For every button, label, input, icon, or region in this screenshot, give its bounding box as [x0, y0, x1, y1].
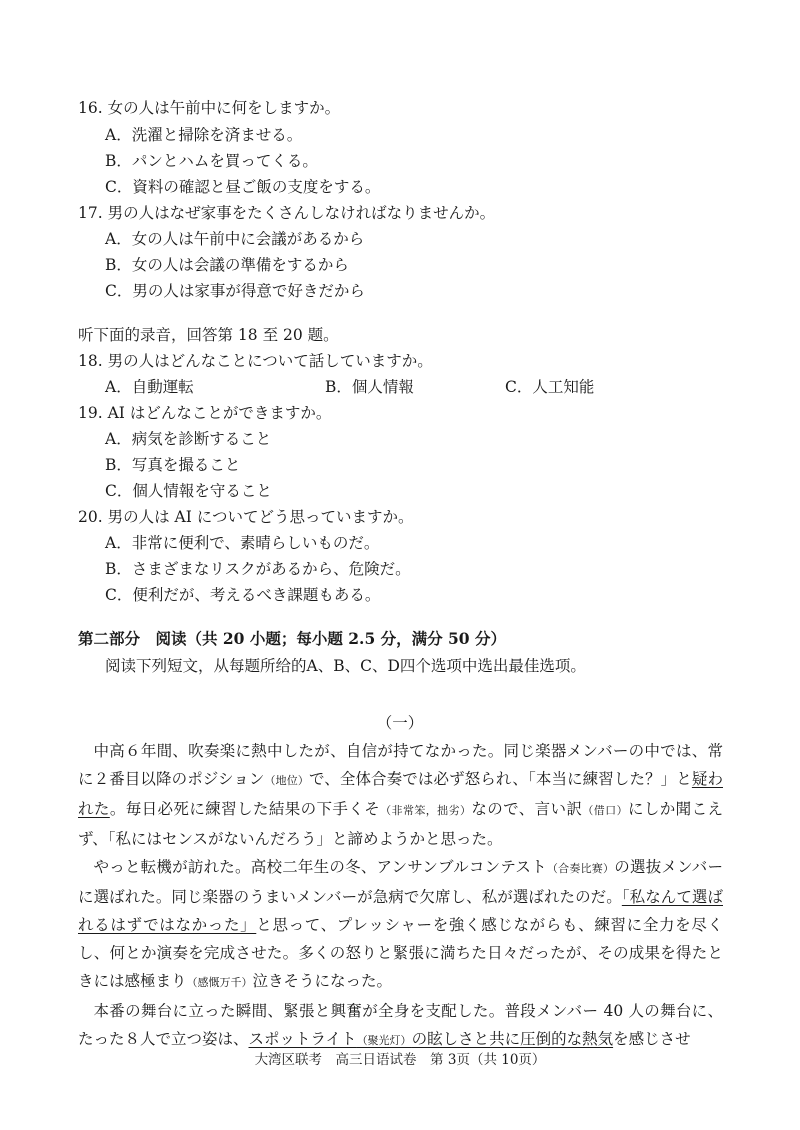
- q20-option-c: C．便利だが、考えるべき課題もある。: [105, 586, 381, 604]
- p1-note-2: （非常笨，拙劣）: [380, 804, 472, 817]
- reading-section-title: 第二部分 阅读（共 20 小题；每小题 2.5 分，满分 50 分）: [78, 629, 506, 648]
- q19-stem: 19. AI はどんなことができますか。: [78, 404, 332, 422]
- listening-instruction: 听下面的录音，回答第 18 至 20 题。: [78, 326, 339, 344]
- p1-text-3: 。毎日必死に練習した結果の下手くそ: [109, 800, 381, 818]
- reading-instruction: 阅读下列短文，从每题所给的A、B、C、D四个选项中选出最佳选项。: [105, 657, 586, 675]
- q18-stem: 18. 男の人はどんなことについて話していますか。: [78, 352, 433, 370]
- q20-stem: 20. 男の人は AI についてどう思っていますか。: [78, 508, 414, 526]
- passage-label: （一）: [376, 714, 424, 732]
- p2-note-2: （感慨万千）: [186, 976, 253, 989]
- p1-text-1: 中高６年間、吹奏楽に熱中したが、自信が持てなかった。同じ楽器メンバーの中では、常に２番目以降のポジション: [78, 742, 723, 788]
- p2-text-4: 泣きそうになった。: [252, 972, 393, 990]
- p2-text-1: やっと転機が訪れた。高校二年生の冬、アンサンブルコンテスト: [93, 858, 547, 876]
- p2-text-3: と思って、プレッシャーを強く感じながらも、練習に全力を尽くし、何とか演奏を完成させた。多くの怒りと緊張に満ちた日々だったが、その成果を得たときには感極まり: [78, 916, 723, 990]
- q20-option-a: A．非常に便利で、素晴らしいものだ。: [105, 534, 380, 552]
- paragraph-3: [78, 997, 723, 1055]
- p2-text-2: の選抜メンバーに選ばれた。同じ楽器のうまいメンバーが急病で欠席し、私が選ばれたのだ。: [78, 858, 724, 906]
- q16-option-a: A．洗濯と掃除を済ませる。: [105, 126, 303, 144]
- p3-text-1: 本番の舞台に立った瞬間、緊張と興奮が全身を支配した。普段メンバー 40 人の舞台に、たった８人で立つ姿は、: [78, 1002, 723, 1048]
- p1-text-4: なので、言い訳: [471, 800, 583, 818]
- p3-underlined-2: の眩しさと共に圧倒的な熱気: [411, 1030, 614, 1048]
- p1-underlined-1: 疑われた: [78, 770, 723, 818]
- q17-option-c: C．男の人は家事が得意で好きだから: [105, 282, 365, 300]
- p3-note-1: （聚光灯）: [356, 1034, 412, 1047]
- q18-option-b: B．個人情報: [325, 378, 414, 396]
- q19-option-c: C．個人情報を守ること: [105, 482, 272, 500]
- q18-option-a: A．自動運転: [105, 378, 194, 396]
- q18-option-c: C．人工知能: [505, 378, 595, 396]
- p3-text-2: を感じさせ: [613, 1030, 691, 1048]
- q16-stem: 16. 女の人は午前中に何をしますか。: [78, 99, 341, 117]
- q16-option-c: C．資料の確認と昼ご飯の支度をする。: [105, 178, 381, 196]
- q17-option-b: B．女の人は会議の準備をするから: [105, 256, 349, 274]
- q20-option-b: B．さまざまなリスクがあるから、危険だ。: [105, 560, 411, 578]
- p1-note-3: （借口）: [582, 804, 628, 817]
- paragraph-1: [78, 737, 723, 853]
- q17-stem: 17. 男の人はなぜ家事をたくさんしなければなりませんか。: [78, 204, 496, 222]
- p1-text-5: にしか聞こえず、「私にはセンスがないんだろう」と諦めようかと思った。: [78, 800, 723, 848]
- page-footer: 大湾区联考 高三日语试卷 第 3页（共 10页）: [254, 1052, 546, 1068]
- q17-option-a: A．女の人は午前中に会議があるから: [105, 230, 365, 248]
- q16-option-b: B．パンとハムを買ってくる。: [105, 152, 318, 170]
- q19-option-a: A．病気を診断すること: [105, 430, 272, 448]
- p3-underlined-1: スポットライト: [248, 1030, 357, 1048]
- q19-option-b: B．写真を撮ること: [105, 456, 241, 474]
- passage-body: [78, 737, 723, 1055]
- p1-text-2: で、全体合奏では必ず怒られ、「本当に練習した？」と: [308, 770, 692, 788]
- p2-note-1: （合奏比赛）: [546, 862, 615, 875]
- p1-note-1: （地位）: [264, 774, 309, 787]
- paragraph-2: [78, 853, 723, 997]
- p2-underlined-1: 「私なんて選ばれるはずではなかった」: [78, 888, 723, 934]
